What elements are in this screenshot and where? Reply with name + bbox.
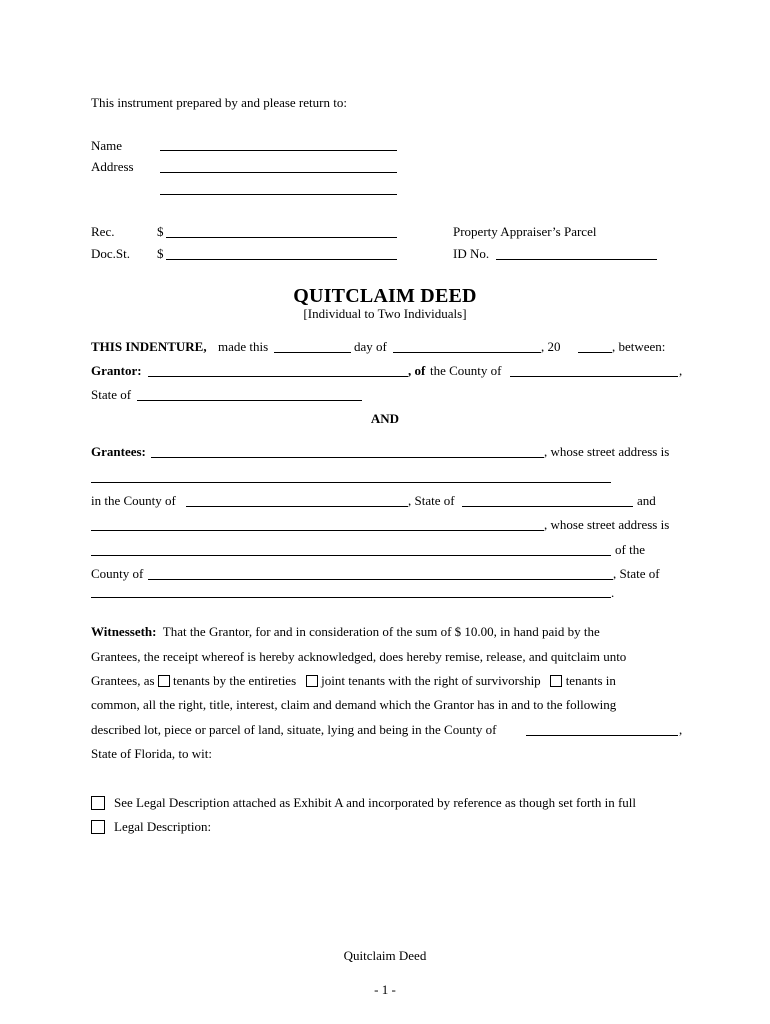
indenture-lead: THIS INDENTURE, — [91, 339, 207, 354]
grantees-label: Grantees: — [91, 444, 146, 459]
docst-dollar: $ — [157, 246, 164, 261]
legal-description-checkbox[interactable] — [91, 820, 105, 834]
grantee1-state-field[interactable] — [462, 506, 633, 507]
address-field-line-1[interactable] — [160, 172, 397, 173]
docst-field[interactable] — [166, 259, 397, 260]
tenancy-entireties-checkbox[interactable] — [158, 675, 170, 687]
witnesseth-line-6: State of Florida, to wit: — [91, 746, 212, 761]
parcel-label: Property Appraiser’s Parcel — [453, 224, 597, 239]
state-of-end-label: , State of — [613, 566, 660, 581]
and-label: AND — [370, 411, 400, 426]
land-county-field[interactable] — [526, 735, 678, 736]
witnesseth-line-1 — [91, 624, 600, 640]
year-prefix: , 20 — [541, 339, 561, 354]
county-of-label: County of — [91, 566, 144, 581]
witnesseth-text-1: That the Grantor, for and in consideration of the sum of $ 10.00, in hand paid by the — [162, 624, 600, 639]
footer-page-number: - 1 - — [374, 982, 396, 997]
grantee2-name-field[interactable] — [91, 530, 544, 531]
and-connector: and — [637, 493, 656, 508]
between-label: , between: — [612, 339, 666, 354]
witnesseth-line-3 — [91, 673, 616, 689]
grantee2-state-field[interactable] — [91, 597, 611, 598]
tenancy-common-checkbox[interactable] — [550, 675, 562, 687]
grantor-state-field[interactable] — [137, 400, 362, 401]
day-of-label: day of — [354, 339, 387, 354]
grantees-period: . — [611, 585, 615, 600]
grantees-names-field[interactable] — [151, 457, 544, 458]
tenancy-common-label: tenants in — [565, 673, 616, 688]
parcel-id-field[interactable] — [496, 259, 657, 260]
grantee1-street-field[interactable] — [91, 482, 611, 483]
in-county-label: in the County of — [91, 493, 176, 508]
state-of-mid-label: , State of — [408, 493, 455, 508]
witnesseth-line-5: described lot, piece or parcel of land, situate, lying and being in the County of — [91, 722, 497, 737]
document-title: QUITCLAIM DEED — [293, 285, 477, 307]
witnesseth-line-2: Grantees, the receipt whereof is hereby acknowledged, does hereby remise, release, and quitclaim unto — [91, 649, 627, 664]
grantees-as-text: Grantees, as — [91, 673, 155, 688]
address-label: Address — [91, 159, 134, 174]
legal-description-label: Legal Description: — [114, 819, 212, 834]
grantor-of-label: , of — [408, 363, 426, 378]
grantee2-county-field[interactable] — [148, 579, 613, 580]
tenancy-joint-label: joint tenants with the right of survivorship — [321, 673, 541, 688]
grantee2-street-field[interactable] — [91, 555, 611, 556]
id-no-label: ID No. — [453, 246, 490, 261]
name-field[interactable] — [160, 150, 397, 151]
made-this-label: made this — [218, 339, 269, 354]
year-field[interactable] — [578, 352, 612, 353]
prepared-by-text: This instrument prepared by and please return to: — [91, 95, 347, 110]
grantor-label: Grantor: — [91, 363, 142, 378]
rec-label: Rec. — [91, 224, 115, 239]
whose-street-label-2: , whose street address is — [544, 517, 670, 532]
name-label: Name — [91, 138, 123, 153]
address-field-line-2[interactable] — [160, 194, 397, 195]
footer-doc-name: Quitclaim Deed — [343, 948, 427, 963]
rec-field[interactable] — [166, 237, 397, 238]
month-field[interactable] — [393, 352, 541, 353]
exhibit-a-checkbox[interactable] — [91, 796, 105, 810]
tenancy-joint-checkbox[interactable] — [306, 675, 318, 687]
grantor-name-field[interactable] — [148, 376, 408, 377]
grantor-comma: , — [679, 363, 683, 378]
whose-street-label: , whose street address is — [544, 444, 670, 459]
grantor-county-label: the County of — [430, 363, 502, 378]
grantor-state-label: State of — [91, 387, 132, 402]
rec-dollar: $ — [157, 224, 164, 239]
grantor-county-field[interactable] — [510, 376, 678, 377]
of-the-label: of the — [615, 542, 645, 557]
witnesseth-label: Witnesseth: — [91, 624, 157, 639]
exhibit-a-label: See Legal Description attached as Exhibit A and incorporated by reference as though set forth in full — [114, 795, 636, 810]
tenancy-entireties-label: tenants by the entireties — [173, 673, 297, 688]
land-county-comma: , — [679, 722, 683, 737]
day-field[interactable] — [274, 352, 351, 353]
document-subtitle: [Individual to Two Individuals] — [303, 306, 467, 321]
witnesseth-line-4: common, all the right, title, interest, claim and demand which the Grantor has in and to the following — [91, 697, 617, 712]
grantee1-county-field[interactable] — [186, 506, 408, 507]
docst-label: Doc.St. — [91, 246, 130, 261]
